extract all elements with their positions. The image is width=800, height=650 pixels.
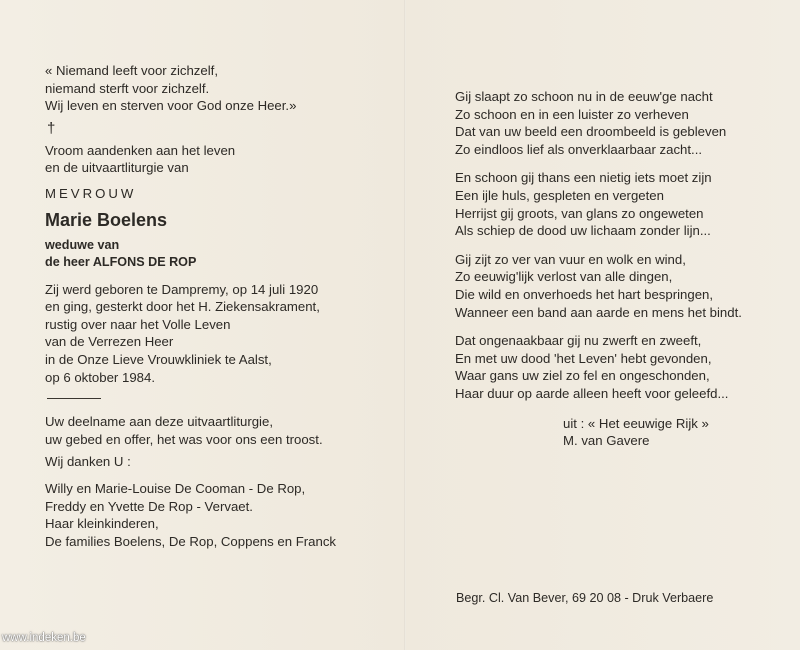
family-line: Freddy en Yvette De Rop - Vervaet. (45, 498, 253, 514)
biography-line: in de Onze Lieve Vrouwkliniek te Aalst, (45, 351, 272, 367)
poem-line: Die wild en onverhoeds het hart bespringen, (455, 286, 714, 302)
quote-line: « Niemand leeft voor zichzelf, (45, 63, 218, 78)
divider (47, 398, 101, 399)
site-watermark: www.indeken.be (2, 632, 86, 644)
poem-line: Herrijst gij groots, van glans zo ongeweten (455, 205, 704, 221)
poem-line: Wanneer een band aan aarde en mens het bindt. (455, 304, 742, 320)
quote-line: niemand sterft voor zichzelf. (45, 80, 210, 96)
biography-line: en ging, gesterkt door het H. Ziekensakrament, (45, 299, 320, 315)
source-author: M. van Gavere (563, 433, 650, 449)
left-panel (45, 62, 390, 550)
remembrance-line: en de uitvaartliturgie van (45, 160, 189, 176)
poem-stanza (455, 251, 785, 321)
poem-line: Zo schoon en in een luister zo verheven (455, 106, 689, 122)
remembrance-line: Vroom aandenken aan het leven (45, 142, 236, 158)
biography-line: Zij werd geboren te Dampremy, op 14 juli 1920 (45, 281, 319, 297)
deceased-name: Marie Boelens (45, 209, 168, 230)
spouse-name: de heer ALFONS DE ROP (45, 254, 197, 269)
poem-stanza (455, 88, 785, 158)
we-thank-label: Wij danken U : (45, 454, 131, 470)
right-panel (455, 88, 785, 450)
thanks-line: uw gebed en offer, het was voor ons een troost. (45, 431, 323, 447)
biography-line: van de Verrezen Heer (45, 334, 174, 350)
biography-line: op 6 oktober 1984. (45, 369, 155, 385)
source-title: uit : « Het eeuwige Rijk » (563, 415, 709, 431)
printer-credit: Begr. Cl. Van Bever, 69 20 08 - Druk Verbaere (456, 591, 714, 605)
biography (45, 281, 390, 387)
poem-line: Gij slaapt zo schoon nu in de eeuw'ge nacht (455, 89, 713, 104)
poem-line: Zo eindloos lief als onverklaarbaar zacht... (455, 141, 703, 157)
honorific: MEVROUW (45, 185, 137, 201)
scripture-quote (45, 62, 390, 115)
family-line: De families Boelens, De Rop, Coppens en Franck (45, 533, 337, 549)
biography-line: rustig over naar het Volle Leven (45, 316, 231, 332)
card-fold (404, 0, 406, 650)
cross-icon: † (47, 119, 56, 137)
family-list (45, 480, 390, 550)
quote-line: Wij leven en sterven voor God onze Heer.» (45, 98, 297, 114)
poem-line: Waar gans uw ziel zo fel en ongeschonden, (455, 368, 710, 384)
poem-line: Een ijle huls, gespleten en vergeten (455, 187, 664, 203)
family-line: Willy en Marie-Louise De Cooman - De Rop, (45, 480, 306, 496)
poem-line: Gij zijt zo ver van vuur en wolk en wind, (455, 251, 686, 267)
thanks-text (45, 413, 390, 448)
remembrance-text (45, 142, 390, 177)
poem-line: Dat ongenaakbaar gij nu zwerft en zweeft, (455, 333, 702, 349)
poem-line: Zo eeuwig'lijk verlost van alle dingen, (455, 269, 673, 285)
relation-label: weduwe van (45, 237, 120, 252)
family-line: Haar kleinkinderen, (45, 516, 159, 532)
thanks-line: Uw deelname aan deze uitvaartliturgie, (45, 414, 273, 430)
poem-line: Dat van uw beeld een droombeeld is gebleven (455, 124, 727, 140)
poem-stanza (455, 332, 785, 402)
poem-stanza (455, 169, 785, 239)
poem-line: Als schiep de dood uw lichaam zonder lijn... (455, 223, 711, 239)
poem-line: En met uw dood 'het Leven' hebt gevonden, (455, 350, 712, 366)
poem-source (563, 415, 785, 450)
poem-line: En schoon gij thans een nietig iets moet zijn (455, 170, 712, 186)
poem-line: Haar duur op aarde alleen heeft voor geleefd... (455, 385, 729, 401)
